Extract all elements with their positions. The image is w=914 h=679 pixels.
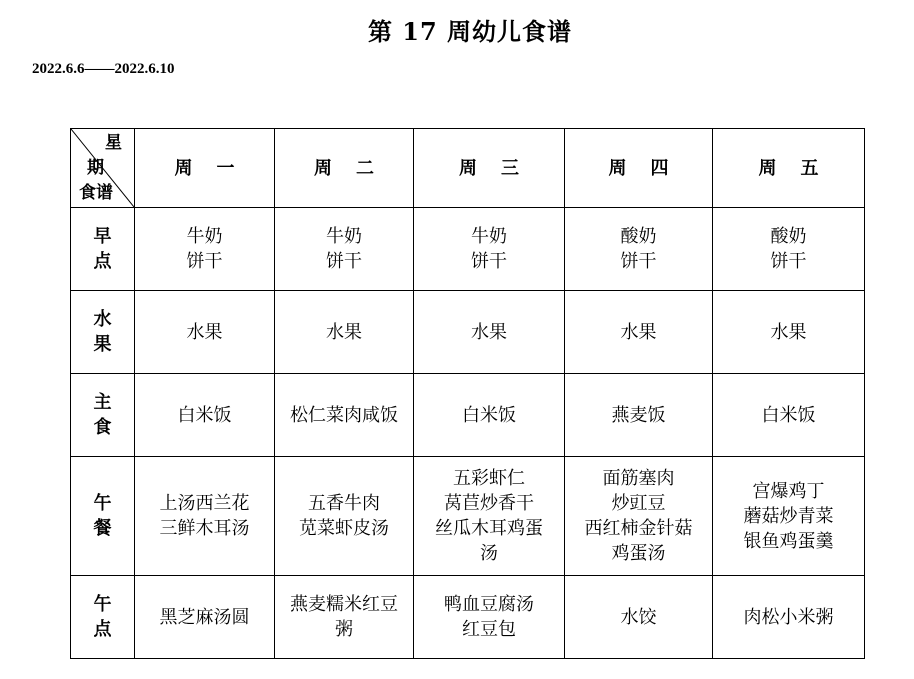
dish-line: 牛奶 [471,226,507,247]
dish-line: 粥 [335,619,353,640]
dish-line: 红豆包 [462,619,516,640]
menu-cell [713,457,865,576]
dish-line: 水果 [326,321,362,343]
dish-line: 燕麦糯米红豆 [290,594,398,615]
dish-line: 饼干 [620,251,657,272]
meal-label-char: 早 [93,226,112,247]
dish-line: 五彩虾仁 [453,468,525,489]
menu-cell [713,576,865,659]
meal-row [71,208,865,291]
dish-line: 莴苣炒香干 [444,493,534,514]
menu-cell [135,374,275,457]
dish-line: 鸡蛋汤 [611,543,666,564]
meal-label-char: 午 [93,493,112,514]
corner-label-menu: 食谱 [79,183,113,203]
menu-cell [565,374,713,457]
menu-cell [414,291,565,374]
meal-row [71,457,865,576]
dish-line: 饼干 [471,251,507,272]
meal-label-char: 午 [93,594,112,615]
dish-line: 饼干 [186,251,223,272]
menu-cell [275,457,414,576]
menu-cell [275,576,414,659]
dish-line: 上汤西兰花 [159,493,250,514]
menu-cell [275,374,414,457]
dish-line: 水饺 [620,606,657,628]
menu-cell [414,374,565,457]
meal-label [71,576,135,659]
dish-line: 蘑菇炒青菜 [743,505,834,527]
day-header-1: 周一 [135,129,275,208]
dish-line: 三鲜木耳汤 [159,518,250,539]
menu-cell [565,576,713,659]
dish-line: 炒豇豆 [611,493,666,514]
meal-label [71,374,135,457]
page-title: 第 17 周幼儿食谱 [367,17,573,46]
meal-label-char: 果 [93,334,112,355]
menu-cell [414,576,565,659]
dish-line: 水果 [471,321,507,343]
header-row [71,129,865,208]
dish-line: 黑芝麻汤圆 [159,606,250,628]
meal-label [71,291,135,374]
day-header-5: 周五 [713,129,865,208]
meal-label-char: 食 [93,417,112,438]
dish-line: 饼干 [770,251,807,272]
menu-cell [713,291,865,374]
dish-line: 水果 [186,321,223,343]
dish-line: 牛奶 [326,226,362,247]
menu-cell [565,291,713,374]
dish-line: 白米饭 [761,404,816,426]
meal-label [71,208,135,291]
menu-table [70,128,865,659]
dish-line: 鸭血豆腐汤 [444,594,534,615]
meal-label-char: 主 [93,392,112,413]
dish-line: 水果 [620,321,657,343]
corner-label-weekday-bottom: 期 [87,158,104,178]
meal-row [71,291,865,374]
dish-line: 西红柿金针菇 [584,518,693,539]
day-header-3: 周三 [414,129,565,208]
menu-cell [713,208,865,291]
dish-line: 肉松小米粥 [743,606,834,628]
menu-cell [135,457,275,576]
day-header-4: 周四 [565,129,713,208]
menu-cell [565,457,713,576]
meal-label-char: 餐 [93,518,112,539]
dish-line: 牛奶 [186,226,223,247]
dish-line: 丝瓜木耳鸡蛋 [435,518,543,539]
menu-cell [565,208,713,291]
menu-cell [135,576,275,659]
dish-line: 白米饭 [177,404,232,426]
menu-cell [414,457,565,576]
dish-line: 饼干 [326,251,362,272]
dish-line: 汤 [480,543,498,564]
dish-line: 银鱼鸡蛋羹 [743,530,834,552]
dish-line: 白米饭 [462,404,516,426]
dish-line: 酸奶 [620,226,657,247]
dish-line: 面筋塞肉 [602,468,675,489]
meal-row [71,374,865,457]
dish-line: 水果 [770,321,807,343]
dish-line: 燕麦饭 [611,404,666,426]
menu-cell [135,208,275,291]
meal-label-char: 水 [93,309,112,330]
corner-label-weekday-top: 星 [105,133,122,153]
meal-label-char: 点 [93,251,112,272]
menu-cell [135,291,275,374]
menu-cell [275,291,414,374]
corner-header-cell [71,129,135,208]
dish-line: 苋菜虾皮汤 [299,518,389,539]
menu-cell [414,208,565,291]
menu-cell [275,208,414,291]
day-header-2: 周二 [275,129,414,208]
dish-line: 宫爆鸡丁 [752,480,825,502]
meal-label-char: 点 [93,619,112,640]
dish-line: 松仁菜肉咸饭 [290,404,398,426]
dish-line: 酸奶 [770,226,807,247]
date-range: 2022.6.6——2022.6.10 [32,61,175,77]
meal-row [71,576,865,659]
meal-label [71,457,135,576]
dish-line: 五香牛肉 [308,493,380,514]
menu-cell [713,374,865,457]
